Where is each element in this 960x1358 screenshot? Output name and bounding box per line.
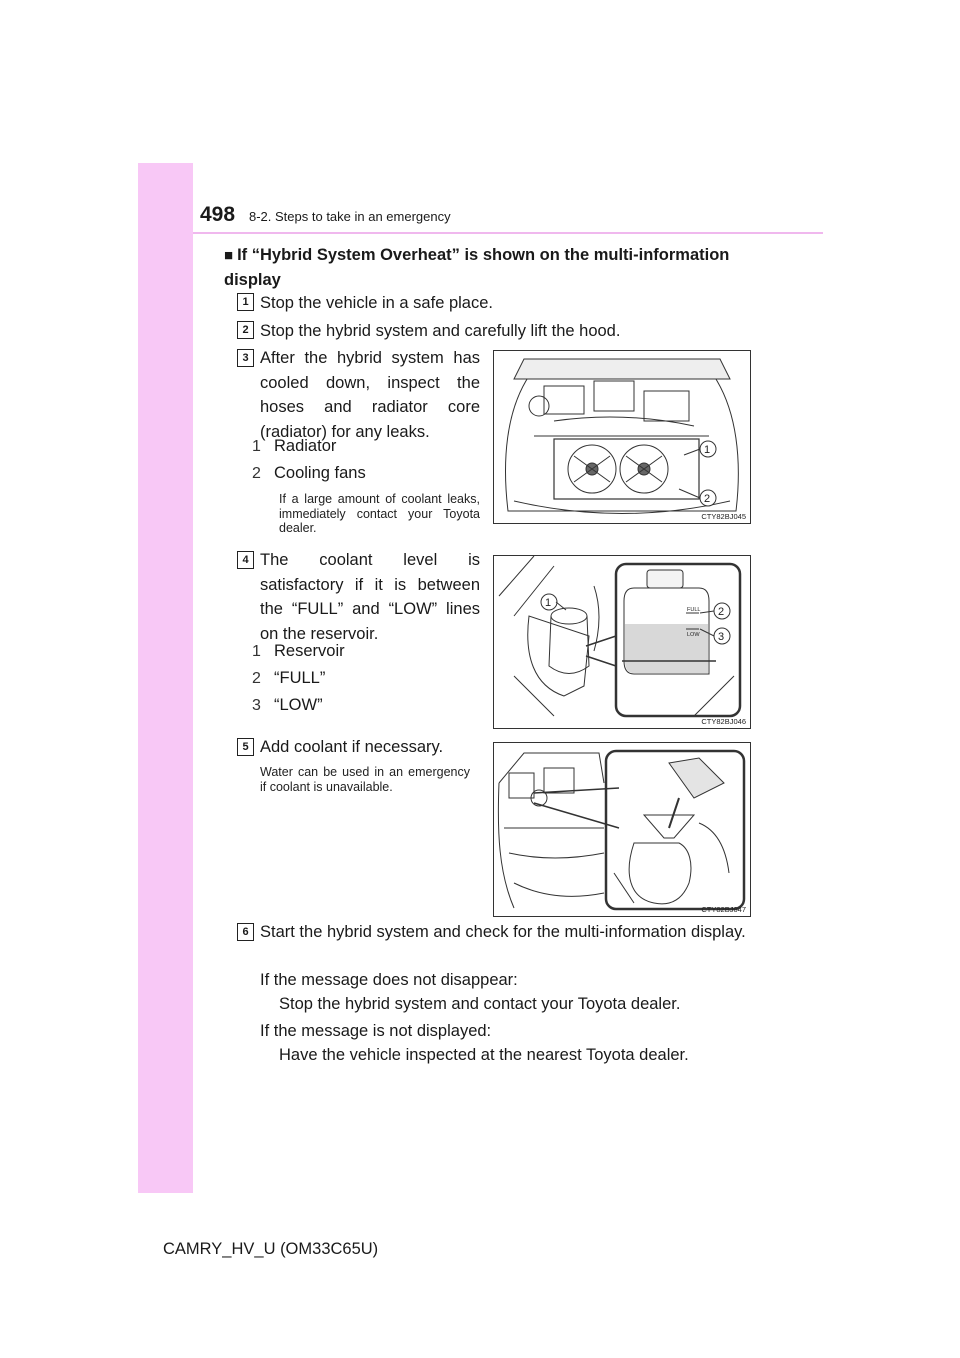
step-number-badge: 2 xyxy=(237,321,254,339)
callout-item xyxy=(252,642,345,661)
section-title: 8-2. Steps to take in an emergency xyxy=(249,209,451,224)
step-text: Add coolant if necessary. xyxy=(260,738,444,756)
callout-number: 1 xyxy=(252,643,261,660)
figure-callout: 2 xyxy=(704,493,711,505)
step-number-badge: 6 xyxy=(237,923,254,941)
chapter-tab-strip xyxy=(138,163,193,1193)
callout-number: 1 xyxy=(252,438,261,455)
callout-label: “LOW” xyxy=(274,696,323,714)
figure-callout: 1 xyxy=(545,597,552,609)
page-footer: CAMRY_HV_U (OM33C65U) xyxy=(163,1240,379,1258)
figure-callout: 2 xyxy=(718,606,725,618)
callout-number: 3 xyxy=(252,697,261,714)
callout-label: Cooling fans xyxy=(274,464,366,482)
step-text: The coolant level is satisfactory if it is between the “FULL” and “LOW” lines on the reservoir. xyxy=(260,551,480,643)
header-rule xyxy=(193,232,823,234)
figure-callout: 3 xyxy=(718,631,725,643)
coolant-reservoir-illustration xyxy=(493,555,751,729)
figure-callout: 1 xyxy=(704,444,711,456)
page-number: 498 xyxy=(200,203,236,226)
full-line-mark: FULL xyxy=(687,607,701,613)
add-coolant-illustration xyxy=(493,742,751,917)
outcome-action: Have the vehicle inspected at the nearest Toyota dealer. xyxy=(279,1046,689,1064)
outcome-action: Stop the hybrid system and contact your Toyota dealer. xyxy=(279,995,681,1013)
callout-item xyxy=(252,464,366,483)
step-number-badge: 5 xyxy=(237,738,254,756)
figure-code: CTY82BJ047 xyxy=(701,905,746,914)
step-text: Start the hybrid system and check for the multi-information display. xyxy=(260,923,746,941)
subsection-heading xyxy=(224,243,764,293)
heading-marker: ■ xyxy=(224,247,234,264)
step-text: Stop the hybrid system and carefully lift the hood. xyxy=(260,322,621,340)
callout-label: Reservoir xyxy=(274,642,345,660)
step-text: Stop the vehicle in a safe place. xyxy=(260,294,493,312)
step-number-badge: 3 xyxy=(237,349,254,367)
callout-item xyxy=(252,669,325,688)
callout-label: “FULL” xyxy=(274,669,326,687)
callout-item xyxy=(252,696,323,715)
callout-item xyxy=(252,437,336,456)
figure-code: CTY82BJ045 xyxy=(701,512,746,521)
callout-number: 2 xyxy=(252,670,261,687)
figure-code: CTY82BJ046 xyxy=(701,717,746,726)
callout-number: 2 xyxy=(252,465,261,482)
step-number-badge: 1 xyxy=(237,293,254,311)
outcome-condition: If the message does not disappear: xyxy=(260,971,518,989)
callout-label: Radiator xyxy=(274,437,337,455)
heading-text: If “Hybrid System Overheat” is shown on the multi-information display xyxy=(224,246,730,289)
step-note: If a large amount of coolant leaks, immediately contact your Toyota dealer. xyxy=(279,492,480,535)
step-note: Water can be used in an emergency if coolant is unavailable. xyxy=(260,765,470,794)
low-line-mark: LOW xyxy=(687,632,700,638)
step-number-badge: 4 xyxy=(237,551,254,569)
outcome-condition: If the message is not displayed: xyxy=(260,1022,492,1040)
engine-bay-illustration xyxy=(493,350,751,524)
step-text: After the hybrid system has cooled down, inspect the hoses and radiator core (radiator) for any leaks. xyxy=(260,349,480,441)
